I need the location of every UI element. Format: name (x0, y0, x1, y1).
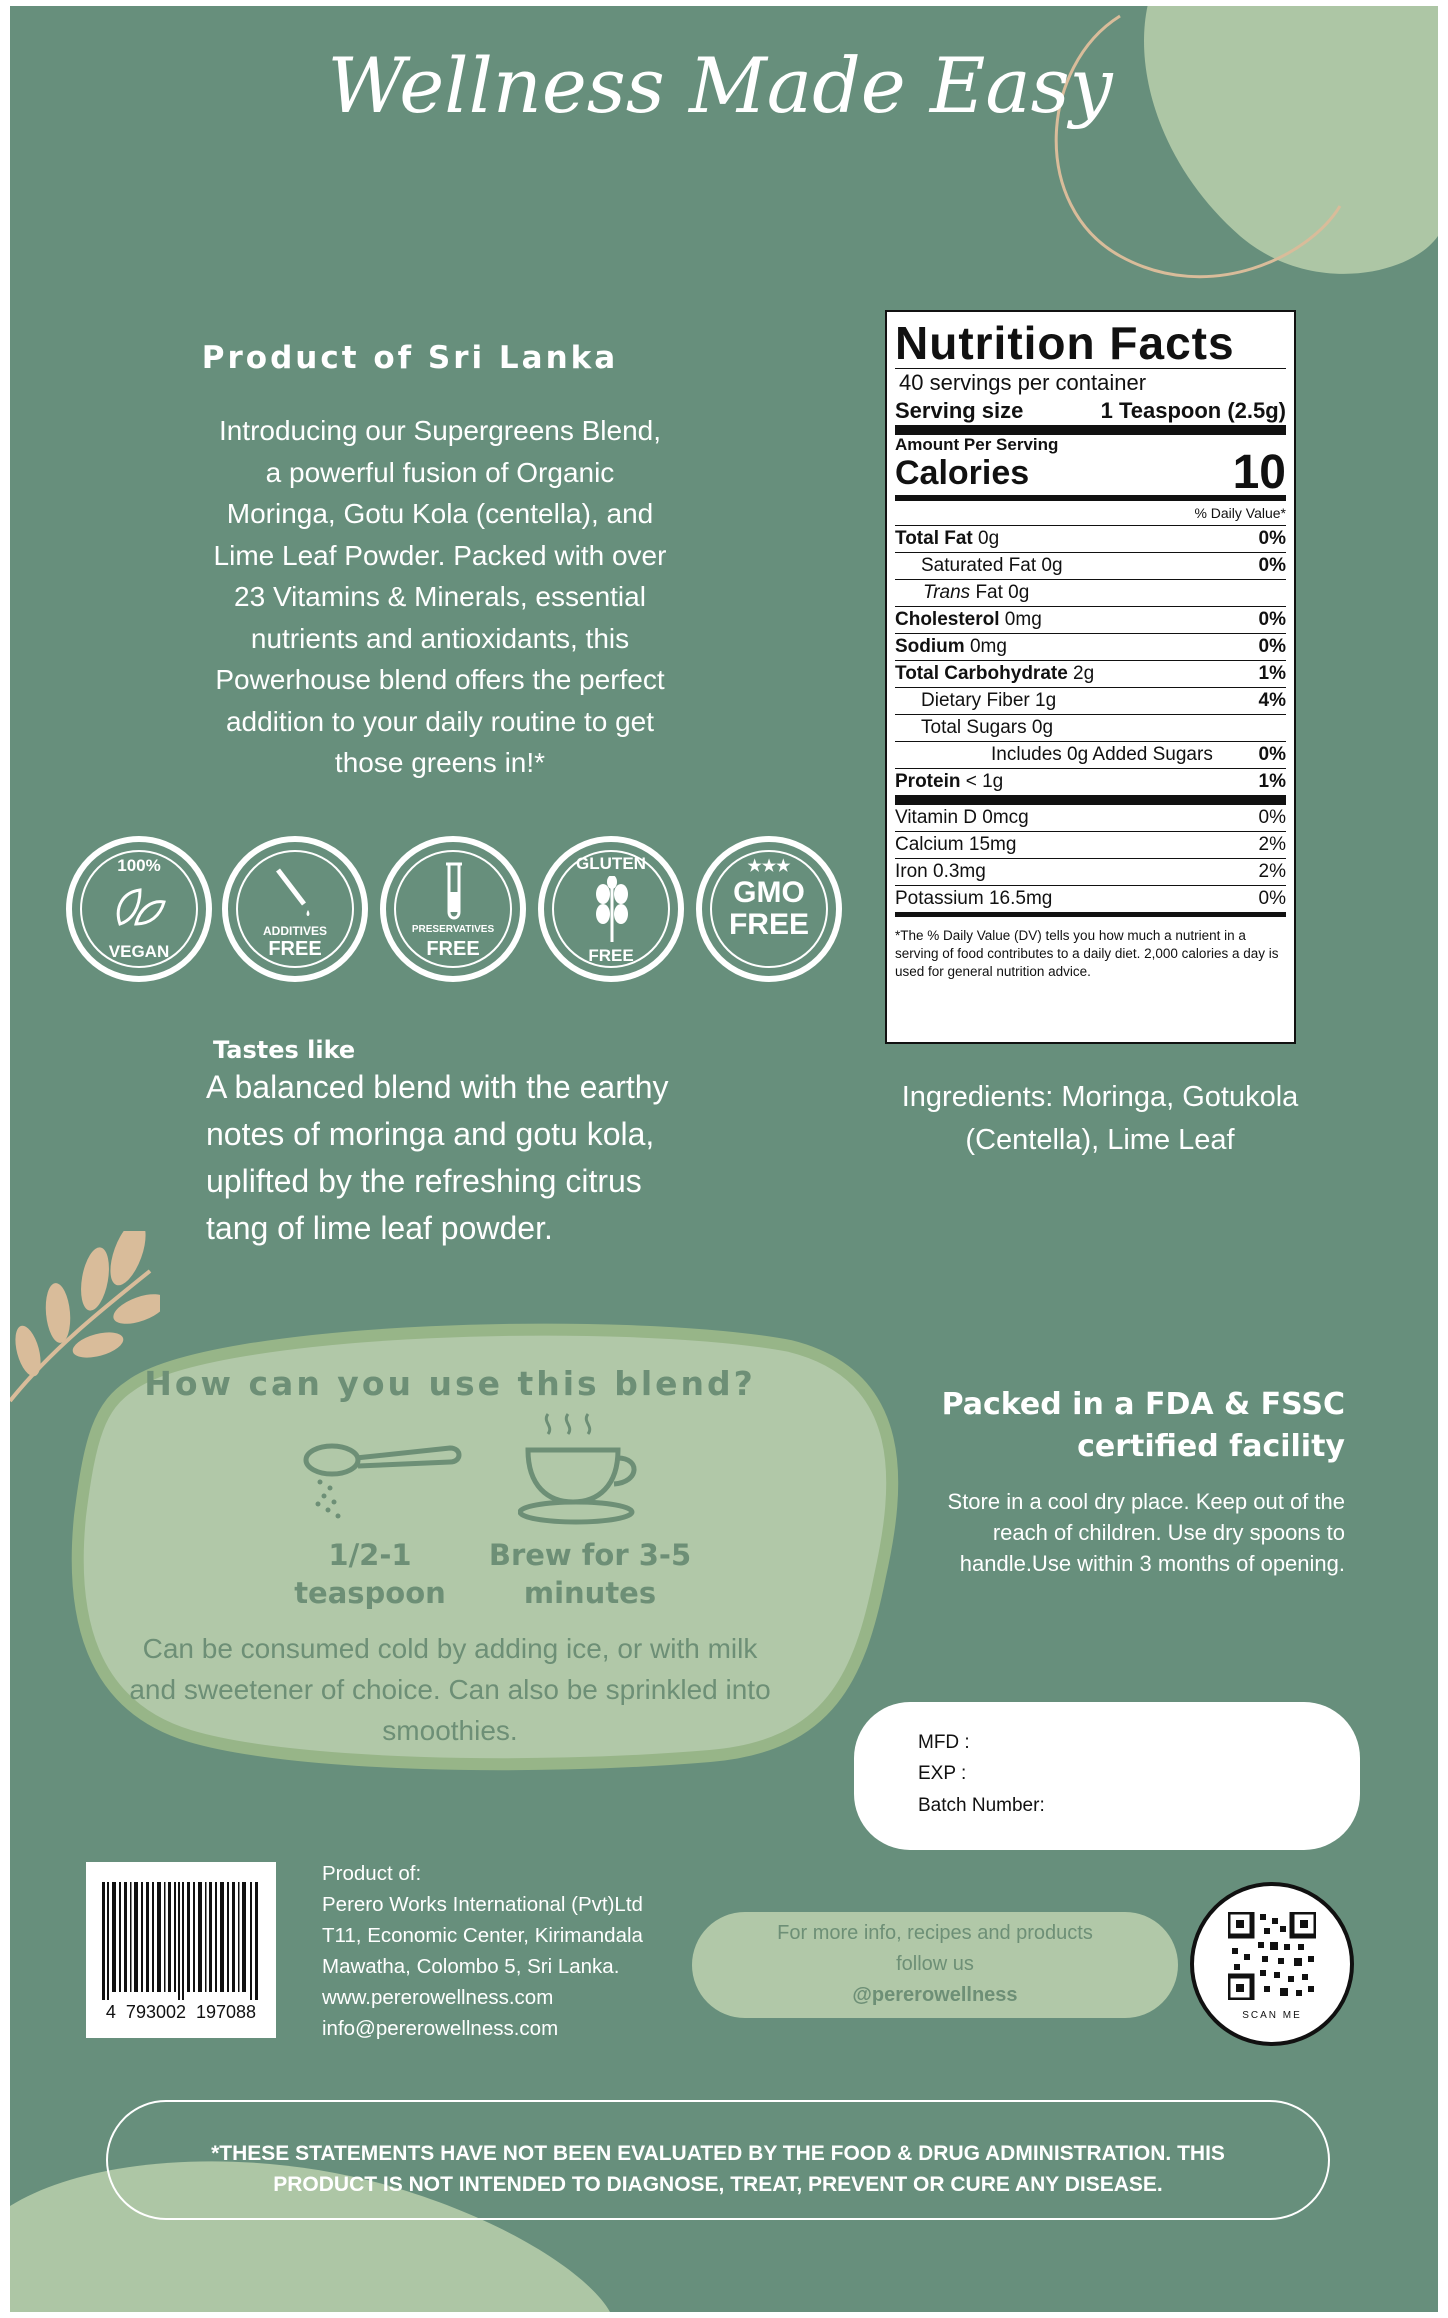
vitamin-row: Vitamin D 0mcg 0% (895, 807, 1286, 828)
origin-heading: Product of Sri Lanka (201, 340, 619, 376)
test-tube-icon (436, 860, 472, 924)
nutrition-facts-panel (885, 310, 1296, 1044)
gluten-free-badge: GLUTEN FREE (538, 836, 684, 982)
calories-label: Calories (895, 454, 1030, 492)
nutrient-row: Trans Fat 0g (895, 579, 1286, 606)
batch-info-box (854, 1702, 1360, 1850)
barcode-number: 4 793002 197088 (105, 2002, 257, 2022)
tagline: Wellness Made Easy (327, 41, 1113, 130)
gmo-free-badge: ★★★ GMO FREE (696, 836, 842, 982)
dv-header: % Daily Value* (1194, 505, 1286, 521)
step-brew: Brew for 3-5 minutes (488, 1538, 692, 1610)
spoon-icon (300, 1434, 470, 1524)
nutrient-row: Total Fat 0g 0% (895, 525, 1286, 552)
wheat-icon (590, 876, 634, 946)
mfd-label: MFD : (918, 1732, 970, 1753)
facility-heading: Packed in a FDA & FSSC certified facility (941, 1387, 1345, 1464)
vitamin-row: Calcium 15mg 2% (895, 831, 1286, 858)
stars-icon: ★★★ (747, 858, 791, 875)
tea-cup-icon (518, 1406, 648, 1526)
company-info: Product of: Perero Works International (Pvt)Ltd T11, Economic Center, Kirimandala Mawatha, Colombo 5, Sri Lanka. www.pererowellness.com info@pererowellness.com (322, 1862, 643, 2040)
amount-per-serving: Amount Per Serving (895, 435, 1059, 454)
nutrition-title: Nutrition Facts (895, 317, 1235, 369)
vitamin-row: Potassium 16.5mg 0% (895, 885, 1286, 912)
step-teaspoon: 1/2-1 teaspoon (294, 1538, 446, 1610)
nutrient-row: Includes 0g Added Sugars 0% (895, 741, 1286, 768)
tastes-heading: Tastes like (213, 1036, 356, 1064)
qr-code-icon (1228, 1912, 1316, 2000)
nutrient-row: Total Carbohydrate 2g 1% (895, 660, 1286, 687)
nutrient-row: Sodium 0mg 0% (895, 633, 1286, 660)
nutrient-row: Protein < 1g 1% (895, 768, 1286, 795)
batch-number-label: Batch Number: (918, 1795, 1045, 1816)
fda-disclaimer: *THESE STATEMENTS HAVE NOT BEEN EVALUATED BY THE FOOD & DRUG ADMINISTRATION. THIS PRODUCT IS NOT INTENDED TO DIAGNOSE, TREAT, PREVENT OR CURE ANY DISEASE. (106, 2100, 1330, 2220)
nutrient-row: Total Sugars 0g (895, 714, 1286, 741)
social-pill: For more info, recipes and products follow us @pererowellness (692, 1912, 1178, 2018)
calories-value: 10 (1232, 446, 1286, 499)
dropper-icon (270, 864, 320, 924)
barcode (86, 1862, 276, 2038)
additives-free-badge: ADDITIVES FREE (222, 836, 368, 982)
nutrient-row: Dietary Fiber 1g 4% (895, 687, 1286, 714)
exp-label: EXP : (918, 1763, 967, 1784)
servings-per-container: 40 servings per container (899, 370, 1147, 395)
nutrient-row: Cholesterol 0mg 0% (895, 606, 1286, 633)
usage-notes: Can be consumed cold by adding ice, or with milk and sweetener of choice. Can also be sprinkled into smoothies. (129, 1633, 771, 1746)
tastes-text: A balanced blend with the earthy notes of moringa and gotu kola, uplifted by the refreshing citrus tang of lime leaf powder. (206, 1069, 669, 1246)
label-panel (10, 6, 1438, 2312)
social-handle[interactable]: @pererowellness (852, 1984, 1018, 2006)
leaves-icon (110, 884, 168, 932)
ingredients: Ingredients: Moringa, Gotukola (Centella), Lime Leaf (901, 1081, 1299, 1156)
storage-instructions: Store in a cool dry place. Keep out of the reach of children. Use dry spoons to handle.Use within 3 months of opening. (947, 1489, 1345, 1576)
nutrient-row: Saturated Fat 0g 0% (895, 552, 1286, 579)
vegan-badge: 100% VEGAN (66, 836, 212, 982)
intro-text: Introducing our Supergreens Blend, a powerful fusion of Organic Moringa, Gotu Kola (centella), and Lime Leaf Powder. Packed with over 23 Vitamins & Minerals, essential nutrients and antioxidants, this Powerhouse blend offers the perfect addition to your daily routine to get those greens in!* (213, 415, 667, 778)
preservatives-free-badge: PRESERVATIVES FREE (380, 836, 526, 982)
serving-size-label: Serving size (895, 398, 1024, 423)
usage-heading: How can you use this blend? (144, 1364, 756, 1403)
barcode-bars (100, 1882, 262, 2000)
qr-code-badge[interactable] (1190, 1882, 1354, 2046)
vitamin-row: Iron 0.3mg 2% (895, 858, 1286, 885)
nutrition-footnote: *The % Daily Value (DV) tells you how much a nutrient in a serving of food contributes to a daily diet. 2,000 calories a day is used for general nutrition advice. (895, 928, 1279, 979)
qr-caption: SCAN ME (1242, 2010, 1302, 2021)
serving-size-value: 1 Teaspoon (2.5g) (1100, 398, 1286, 423)
